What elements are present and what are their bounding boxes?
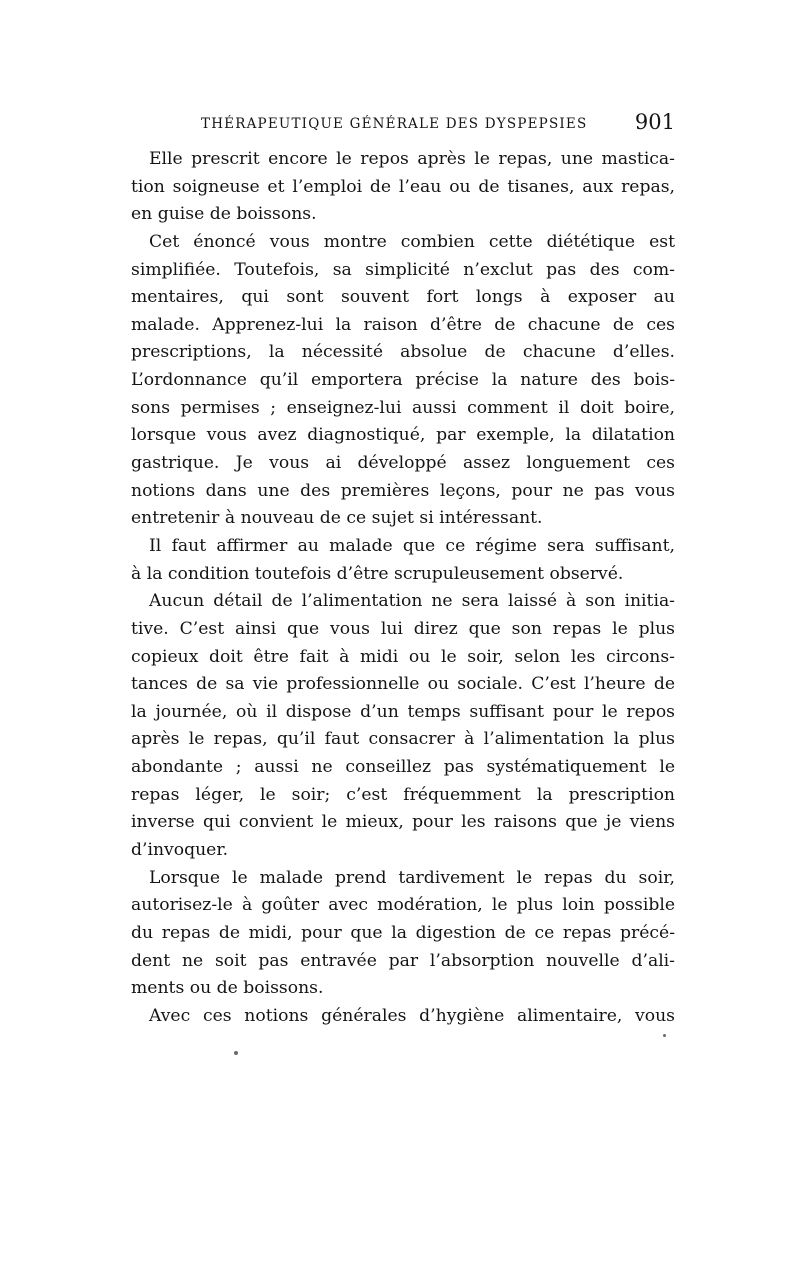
- text-line: Il faut affirmer au malade que ce régime sera suffisant,: [149, 535, 675, 556]
- running-title: THÉRAPEUTIQUE GÉNÉRALE DES DYSPEPSIES: [201, 116, 588, 132]
- text-line: la journée, où il dispose d’un temps suffisant pour le repos: [131, 701, 675, 722]
- text-line: tances de sa vie professionnelle ou sociale. C’est l’heure de: [131, 674, 675, 695]
- text-line: L’ordonnance qu’il emportera précise la nature des bois-: [131, 370, 675, 391]
- text-line: tion soigneuse et l’emploi de l’eau ou de tisanes, aux repas,: [131, 176, 675, 197]
- text-line: notions dans une des premières leçons, pour ne pas vous: [131, 480, 675, 501]
- text-line: en guise de boissons.: [131, 204, 317, 225]
- text-line: entretenir à nouveau de ce sujet si intéressant.: [131, 508, 543, 529]
- text-line: après le repas, qu’il faut consacrer à l’alimentation la plus: [131, 729, 675, 750]
- text-line: malade. Apprenez-lui la raison d’être de chacune de ces: [131, 314, 675, 335]
- text-line: inverse qui convient le mieux, pour les raisons que je viens: [131, 812, 675, 833]
- text-line: dent ne soit pas entravée par l’absorption nouvelle d’ali-: [131, 950, 675, 971]
- text-line: prescriptions, la nécessité absolue de chacune d’elles.: [131, 342, 675, 363]
- text-line: autorisez-le à goûter avec modération, le plus loin possible: [131, 895, 675, 916]
- text-line: à la condition toutefois d’être scrupuleusement observé.: [131, 563, 624, 584]
- text-line: Aucun détail de l’alimentation ne sera laissé à son initia-: [149, 591, 675, 612]
- text-line: Avec ces notions générales d’hygiène alimentaire, vous: [149, 1005, 675, 1026]
- text-line: mentaires, qui sont souvent fort longs à exposer au: [131, 287, 675, 308]
- text-line: simplifiée. Toutefois, sa simplicité n’exclut pas des com-: [131, 259, 675, 280]
- text-line: repas léger, le soir; c’est fréquemment la prescription: [131, 784, 675, 805]
- text-line: lorsque vous avez diagnostiqué, par exemple, la dilatation: [131, 425, 675, 446]
- page-number: 901: [634, 110, 675, 134]
- text-line: ments ou de boissons.: [131, 978, 324, 999]
- text-line: abondante ; aussi ne conseillez pas systématiquement le: [131, 757, 675, 778]
- text-line: copieux doit être fait à midi ou le soir, selon les circons-: [131, 646, 675, 667]
- text-line: du repas de midi, pour que la digestion de ce repas précé-: [131, 922, 675, 943]
- text-line: Elle prescrit encore le repos après le repas, une mastica-: [149, 149, 675, 169]
- text-line: gastrique. Je vous ai développé assez longuement ces: [131, 453, 675, 474]
- text-line: Cet énoncé vous montre combien cette diététique est: [149, 231, 675, 252]
- text-line: d’invoquer.: [131, 840, 229, 861]
- text-line: Lorsque le malade prend tardivement le repas du soir,: [149, 867, 675, 888]
- body-text: [131, 146, 675, 1031]
- text-line: sons permises ; enseignez-lui aussi comment il doit boire,: [131, 397, 675, 418]
- running-head: [131, 110, 675, 140]
- print-speck: [663, 1034, 666, 1037]
- text-line: tive. C’est ainsi que vous lui direz que son repas le plus: [131, 618, 675, 639]
- print-speck: [234, 1051, 238, 1055]
